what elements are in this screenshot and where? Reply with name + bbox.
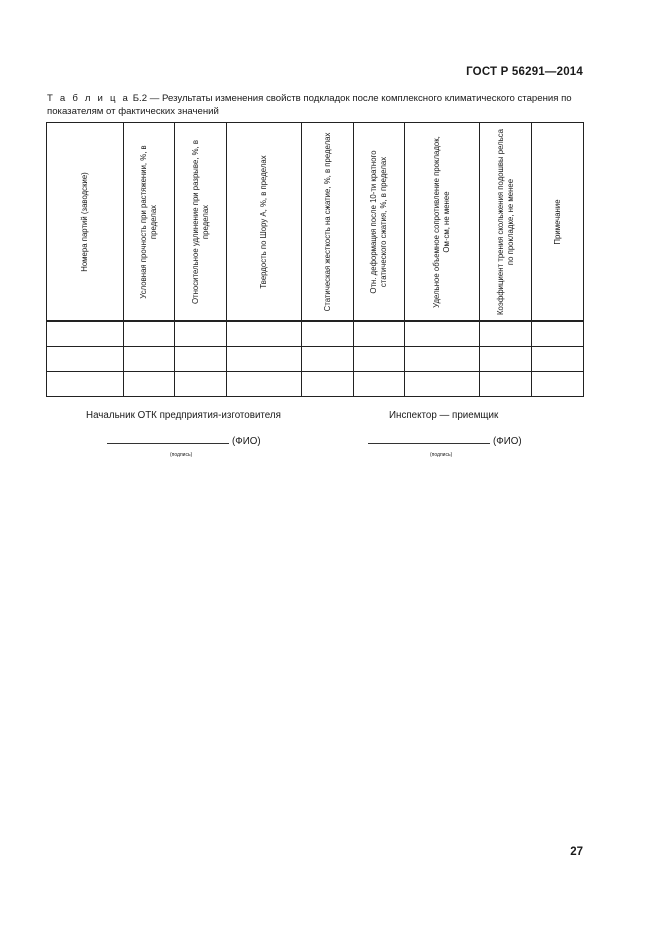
signature-title-inspector: Инспектор — приемщик (389, 410, 499, 421)
column-header-shore-hardness: Твердость по Шору А, %, в пределах (259, 154, 268, 289)
table-header-row (47, 123, 584, 322)
table-cell (227, 321, 302, 347)
header-cell (124, 123, 175, 322)
table-cell (354, 347, 405, 372)
table-cell (175, 347, 227, 372)
table-cell (124, 372, 175, 397)
table-cell (47, 372, 124, 397)
column-header-deformation: Отн. деформация после 10-ти кратного статического сжатия, %, в пределах (369, 149, 388, 294)
table-cell (532, 347, 584, 372)
page-number: 27 (570, 846, 583, 858)
table-cell (354, 372, 405, 397)
table-caption (47, 93, 583, 118)
fio-label: (ФИО) (493, 436, 522, 447)
table-cell (227, 372, 302, 397)
caption-text: Б.2 — Результаты изменения свойств подкладок после комплексного климатического старения по показателям от фактических значений (47, 93, 572, 117)
header-cell (405, 123, 480, 322)
table-cell (354, 321, 405, 347)
header-cell (354, 123, 405, 322)
signature-line-inspector (368, 433, 522, 447)
column-header-tensile-strength: Условная прочность при растяжении, %, в пределах (139, 144, 158, 299)
header-cell (175, 123, 227, 322)
table-cell (480, 347, 532, 372)
signature-title-otk: Начальник ОТК предприятия-изготовителя (86, 410, 281, 421)
table-cell (302, 321, 354, 347)
table-cell (175, 372, 227, 397)
table-row (47, 321, 584, 347)
table-row (47, 347, 584, 372)
table-cell (302, 347, 354, 372)
table-cell (124, 321, 175, 347)
table-cell (532, 372, 584, 397)
table-row (47, 372, 584, 397)
table-cell (124, 347, 175, 372)
results-table (46, 122, 584, 397)
column-header-resistivity: Удельное объемное сопротивление прокладок, Ом·см, не менее (432, 135, 451, 308)
table-cell (405, 347, 480, 372)
header-cell (480, 123, 532, 322)
signature-note-inspector: (подпись) (430, 452, 453, 458)
column-header-note: Примечание (552, 198, 562, 245)
column-header-elongation: Относительное удлинение при разрыве, %, в пределах (190, 139, 210, 304)
column-header-batch: Номера партий (заводские) (80, 171, 89, 272)
signature-underline (368, 433, 490, 444)
signature-note-otk: (подпись) (170, 452, 193, 458)
caption-label: Т а б л и ц а (47, 93, 131, 104)
table-cell (480, 321, 532, 347)
header-cell (532, 123, 584, 322)
table-cell (405, 321, 480, 347)
signature-underline (107, 433, 229, 444)
column-header-static-stiffness: Статическая жесткость на сжатие, %, в пределах (322, 132, 332, 311)
table-cell (532, 321, 584, 347)
table-cell (47, 347, 124, 372)
header-cell (47, 123, 124, 322)
fio-label: (ФИО) (232, 436, 261, 447)
column-header-friction: Коэффициент трения скольжения подошвы рельса по прокладке, не менее (495, 128, 515, 315)
table-cell (405, 372, 480, 397)
document-code: ГОСТ Р 56291—2014 (466, 66, 583, 78)
signature-line-otk (107, 433, 261, 447)
header-cell (227, 123, 302, 322)
table-cell (227, 347, 302, 372)
table-cell (302, 372, 354, 397)
table-cell (175, 321, 227, 347)
table-cell (480, 372, 532, 397)
header-cell (302, 123, 354, 322)
table-cell (47, 321, 124, 347)
